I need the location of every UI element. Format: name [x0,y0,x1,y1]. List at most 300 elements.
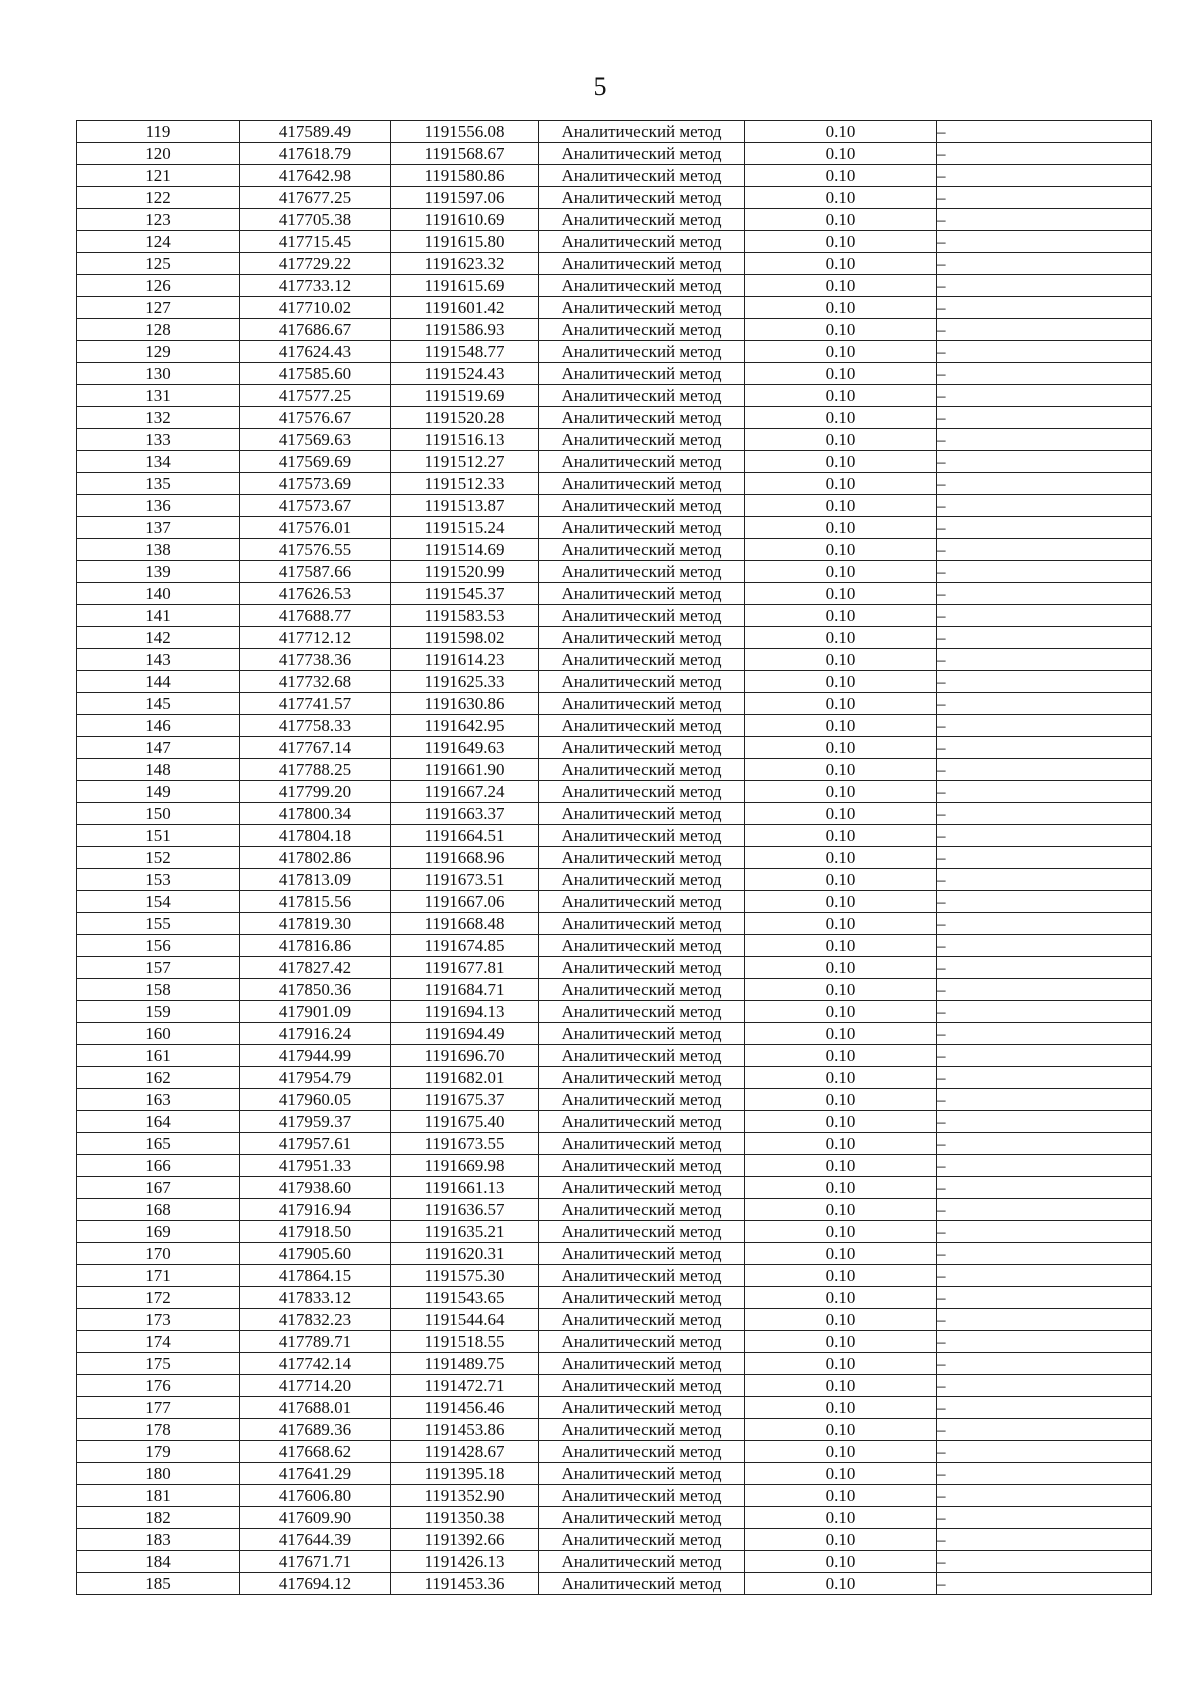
table-row [77,1199,1152,1221]
table-row [77,187,1152,209]
method-cell: Аналитический метод [539,759,745,781]
method-cell: Аналитический метод [539,1573,745,1595]
table-row [77,1551,1152,1573]
table-row [77,1067,1152,1089]
x-coordinate-cell: 417671.71 [240,1551,391,1573]
x-coordinate-cell: 417864.15 [240,1265,391,1287]
accuracy-cell: 0.10 [745,869,937,891]
y-coordinate-cell: 1191667.06 [391,891,539,913]
table-row [77,1309,1152,1331]
point-number-cell: 126 [77,275,240,297]
accuracy-cell: 0.10 [745,1089,937,1111]
table-row [77,539,1152,561]
note-cell: – [937,473,1152,495]
note-cell: – [937,671,1152,693]
note-cell: – [937,1331,1152,1353]
method-cell: Аналитический метод [539,495,745,517]
point-number-cell: 140 [77,583,240,605]
note-cell: – [937,1419,1152,1441]
point-number-cell: 147 [77,737,240,759]
accuracy-cell: 0.10 [745,1111,937,1133]
x-coordinate-cell: 417918.50 [240,1221,391,1243]
note-cell: – [937,605,1152,627]
table-row [77,451,1152,473]
y-coordinate-cell: 1191682.01 [391,1067,539,1089]
x-coordinate-cell: 417767.14 [240,737,391,759]
accuracy-cell: 0.10 [745,1353,937,1375]
y-coordinate-cell: 1191520.99 [391,561,539,583]
table-row [77,1375,1152,1397]
y-coordinate-cell: 1191556.08 [391,121,539,143]
accuracy-cell: 0.10 [745,957,937,979]
point-number-cell: 127 [77,297,240,319]
y-coordinate-cell: 1191661.90 [391,759,539,781]
point-number-cell: 119 [77,121,240,143]
accuracy-cell: 0.10 [745,297,937,319]
table-row [77,1331,1152,1353]
accuracy-cell: 0.10 [745,143,937,165]
point-number-cell: 135 [77,473,240,495]
x-coordinate-cell: 417901.09 [240,1001,391,1023]
y-coordinate-cell: 1191512.27 [391,451,539,473]
method-cell: Аналитический метод [539,1155,745,1177]
y-coordinate-cell: 1191514.69 [391,539,539,561]
point-number-cell: 176 [77,1375,240,1397]
method-cell: Аналитический метод [539,473,745,495]
table-row [77,869,1152,891]
y-coordinate-cell: 1191545.37 [391,583,539,605]
method-cell: Аналитический метод [539,1309,745,1331]
y-coordinate-cell: 1191515.24 [391,517,539,539]
y-coordinate-cell: 1191620.31 [391,1243,539,1265]
method-cell: Аналитический метод [539,1045,745,1067]
y-coordinate-cell: 1191453.86 [391,1419,539,1441]
method-cell: Аналитический метод [539,121,745,143]
y-coordinate-cell: 1191472.71 [391,1375,539,1397]
x-coordinate-cell: 417799.20 [240,781,391,803]
point-number-cell: 182 [77,1507,240,1529]
point-number-cell: 157 [77,957,240,979]
accuracy-cell: 0.10 [745,1023,937,1045]
accuracy-cell: 0.10 [745,231,937,253]
point-number-cell: 156 [77,935,240,957]
y-coordinate-cell: 1191615.69 [391,275,539,297]
note-cell: – [937,1089,1152,1111]
point-number-cell: 151 [77,825,240,847]
x-coordinate-cell: 417905.60 [240,1243,391,1265]
method-cell: Аналитический метод [539,187,745,209]
x-coordinate-cell: 417850.36 [240,979,391,1001]
method-cell: Аналитический метод [539,1529,745,1551]
x-coordinate-cell: 417576.67 [240,407,391,429]
accuracy-cell: 0.10 [745,847,937,869]
method-cell: Аналитический метод [539,1397,745,1419]
x-coordinate-cell: 417832.23 [240,1309,391,1331]
point-number-cell: 166 [77,1155,240,1177]
y-coordinate-cell: 1191586.93 [391,319,539,341]
note-cell: – [937,253,1152,275]
y-coordinate-cell: 1191668.96 [391,847,539,869]
note-cell: – [937,803,1152,825]
point-number-cell: 169 [77,1221,240,1243]
accuracy-cell: 0.10 [745,429,937,451]
x-coordinate-cell: 417959.37 [240,1111,391,1133]
y-coordinate-cell: 1191601.42 [391,297,539,319]
accuracy-cell: 0.10 [745,1375,937,1397]
accuracy-cell: 0.10 [745,165,937,187]
accuracy-cell: 0.10 [745,495,937,517]
table-row [77,495,1152,517]
x-coordinate-cell: 417827.42 [240,957,391,979]
accuracy-cell: 0.10 [745,1507,937,1529]
note-cell: – [937,1001,1152,1023]
point-number-cell: 120 [77,143,240,165]
method-cell: Аналитический метод [539,539,745,561]
method-cell: Аналитический метод [539,913,745,935]
x-coordinate-cell: 417957.61 [240,1133,391,1155]
note-cell: – [937,847,1152,869]
table-row [77,627,1152,649]
x-coordinate-cell: 417815.56 [240,891,391,913]
method-cell: Аналитический метод [539,319,745,341]
method-cell: Аналитический метод [539,979,745,1001]
table-row [77,1353,1152,1375]
x-coordinate-cell: 417688.77 [240,605,391,627]
accuracy-cell: 0.10 [745,1133,937,1155]
method-cell: Аналитический метод [539,231,745,253]
x-coordinate-cell: 417738.36 [240,649,391,671]
method-cell: Аналитический метод [539,1463,745,1485]
x-coordinate-cell: 417816.86 [240,935,391,957]
x-coordinate-cell: 417800.34 [240,803,391,825]
note-cell: – [937,1507,1152,1529]
point-number-cell: 131 [77,385,240,407]
x-coordinate-cell: 417819.30 [240,913,391,935]
method-cell: Аналитический метод [539,715,745,737]
note-cell: – [937,979,1152,1001]
note-cell: – [937,583,1152,605]
table-row [77,1001,1152,1023]
table-row [77,913,1152,935]
method-cell: Аналитический метод [539,627,745,649]
table-row [77,407,1152,429]
note-cell: – [937,1243,1152,1265]
accuracy-cell: 0.10 [745,803,937,825]
table-row [77,1419,1152,1441]
x-coordinate-cell: 417789.71 [240,1331,391,1353]
note-cell: – [937,1045,1152,1067]
point-number-cell: 165 [77,1133,240,1155]
point-number-cell: 121 [77,165,240,187]
y-coordinate-cell: 1191669.98 [391,1155,539,1177]
note-cell: – [937,495,1152,517]
coordinates-table [76,120,1152,1595]
table-row [77,1177,1152,1199]
y-coordinate-cell: 1191694.13 [391,1001,539,1023]
x-coordinate-cell: 417585.60 [240,363,391,385]
point-number-cell: 168 [77,1199,240,1221]
accuracy-cell: 0.10 [745,671,937,693]
point-number-cell: 148 [77,759,240,781]
point-number-cell: 145 [77,693,240,715]
point-number-cell: 134 [77,451,240,473]
note-cell: – [937,517,1152,539]
y-coordinate-cell: 1191456.46 [391,1397,539,1419]
method-cell: Аналитический метод [539,781,745,803]
method-cell: Аналитический метод [539,451,745,473]
note-cell: – [937,1199,1152,1221]
method-cell: Аналитический метод [539,847,745,869]
method-cell: Аналитический метод [539,1023,745,1045]
x-coordinate-cell: 417677.25 [240,187,391,209]
accuracy-cell: 0.10 [745,1199,937,1221]
y-coordinate-cell: 1191677.81 [391,957,539,979]
note-cell: – [937,1573,1152,1595]
accuracy-cell: 0.10 [745,1067,937,1089]
point-number-cell: 154 [77,891,240,913]
accuracy-cell: 0.10 [745,451,937,473]
y-coordinate-cell: 1191568.67 [391,143,539,165]
method-cell: Аналитический метод [539,1375,745,1397]
accuracy-cell: 0.10 [745,1287,937,1309]
accuracy-cell: 0.10 [745,715,937,737]
note-cell: – [937,715,1152,737]
accuracy-cell: 0.10 [745,759,937,781]
coordinates-table-body [77,121,1152,1595]
point-number-cell: 178 [77,1419,240,1441]
y-coordinate-cell: 1191395.18 [391,1463,539,1485]
point-number-cell: 162 [77,1067,240,1089]
method-cell: Аналитический метод [539,693,745,715]
point-number-cell: 128 [77,319,240,341]
table-row [77,1155,1152,1177]
accuracy-cell: 0.10 [745,1001,937,1023]
method-cell: Аналитический метод [539,1067,745,1089]
x-coordinate-cell: 417694.12 [240,1573,391,1595]
y-coordinate-cell: 1191352.90 [391,1485,539,1507]
y-coordinate-cell: 1191512.33 [391,473,539,495]
table-row [77,1287,1152,1309]
note-cell: – [937,341,1152,363]
x-coordinate-cell: 417573.69 [240,473,391,495]
method-cell: Аналитический метод [539,671,745,693]
method-cell: Аналитический метод [539,583,745,605]
method-cell: Аналитический метод [539,341,745,363]
y-coordinate-cell: 1191636.57 [391,1199,539,1221]
y-coordinate-cell: 1191675.37 [391,1089,539,1111]
x-coordinate-cell: 417758.33 [240,715,391,737]
method-cell: Аналитический метод [539,253,745,275]
accuracy-cell: 0.10 [745,121,937,143]
x-coordinate-cell: 417788.25 [240,759,391,781]
y-coordinate-cell: 1191696.70 [391,1045,539,1067]
y-coordinate-cell: 1191519.69 [391,385,539,407]
y-coordinate-cell: 1191583.53 [391,605,539,627]
note-cell: – [937,693,1152,715]
x-coordinate-cell: 417916.24 [240,1023,391,1045]
note-cell: – [937,1023,1152,1045]
point-number-cell: 133 [77,429,240,451]
accuracy-cell: 0.10 [745,891,937,913]
y-coordinate-cell: 1191518.55 [391,1331,539,1353]
note-cell: – [937,869,1152,891]
y-coordinate-cell: 1191661.13 [391,1177,539,1199]
y-coordinate-cell: 1191513.87 [391,495,539,517]
note-cell: – [937,649,1152,671]
y-coordinate-cell: 1191625.33 [391,671,539,693]
x-coordinate-cell: 417732.68 [240,671,391,693]
note-cell: – [937,781,1152,803]
method-cell: Аналитический метод [539,385,745,407]
accuracy-cell: 0.10 [745,275,937,297]
y-coordinate-cell: 1191548.77 [391,341,539,363]
accuracy-cell: 0.10 [745,1243,937,1265]
table-row [77,341,1152,363]
point-number-cell: 153 [77,869,240,891]
point-number-cell: 152 [77,847,240,869]
accuracy-cell: 0.10 [745,605,937,627]
table-row [77,319,1152,341]
accuracy-cell: 0.10 [745,1441,937,1463]
accuracy-cell: 0.10 [745,1155,937,1177]
method-cell: Аналитический метод [539,649,745,671]
x-coordinate-cell: 417668.62 [240,1441,391,1463]
method-cell: Аналитический метод [539,209,745,231]
point-number-cell: 161 [77,1045,240,1067]
point-number-cell: 164 [77,1111,240,1133]
y-coordinate-cell: 1191649.63 [391,737,539,759]
point-number-cell: 155 [77,913,240,935]
x-coordinate-cell: 417833.12 [240,1287,391,1309]
table-row [77,363,1152,385]
note-cell: – [937,165,1152,187]
point-number-cell: 150 [77,803,240,825]
note-cell: – [937,1309,1152,1331]
note-cell: – [937,1397,1152,1419]
y-coordinate-cell: 1191580.86 [391,165,539,187]
table-row [77,715,1152,737]
point-number-cell: 180 [77,1463,240,1485]
table-row [77,737,1152,759]
accuracy-cell: 0.10 [745,1045,937,1067]
method-cell: Аналитический метод [539,1507,745,1529]
method-cell: Аналитический метод [539,275,745,297]
point-number-cell: 177 [77,1397,240,1419]
accuracy-cell: 0.10 [745,517,937,539]
table-row [77,891,1152,913]
x-coordinate-cell: 417729.22 [240,253,391,275]
y-coordinate-cell: 1191668.48 [391,913,539,935]
x-coordinate-cell: 417802.86 [240,847,391,869]
note-cell: – [937,209,1152,231]
note-cell: – [937,1221,1152,1243]
point-number-cell: 174 [77,1331,240,1353]
table-row [77,583,1152,605]
method-cell: Аналитический метод [539,1133,745,1155]
table-row [77,1045,1152,1067]
accuracy-cell: 0.10 [745,649,937,671]
accuracy-cell: 0.10 [745,1177,937,1199]
accuracy-cell: 0.10 [745,935,937,957]
x-coordinate-cell: 417576.55 [240,539,391,561]
x-coordinate-cell: 417587.66 [240,561,391,583]
x-coordinate-cell: 417733.12 [240,275,391,297]
y-coordinate-cell: 1191630.86 [391,693,539,715]
x-coordinate-cell: 417576.01 [240,517,391,539]
point-number-cell: 159 [77,1001,240,1023]
table-row [77,1507,1152,1529]
note-cell: – [937,1353,1152,1375]
x-coordinate-cell: 417644.39 [240,1529,391,1551]
x-coordinate-cell: 417573.67 [240,495,391,517]
method-cell: Аналитический метод [539,407,745,429]
table-row [77,605,1152,627]
point-number-cell: 132 [77,407,240,429]
method-cell: Аналитический метод [539,1331,745,1353]
table-row [77,121,1152,143]
note-cell: – [937,187,1152,209]
accuracy-cell: 0.10 [745,1221,937,1243]
table-row [77,803,1152,825]
accuracy-cell: 0.10 [745,737,937,759]
y-coordinate-cell: 1191598.02 [391,627,539,649]
y-coordinate-cell: 1191392.66 [391,1529,539,1551]
method-cell: Аналитический метод [539,143,745,165]
table-row [77,517,1152,539]
method-cell: Аналитический метод [539,1485,745,1507]
point-number-cell: 179 [77,1441,240,1463]
y-coordinate-cell: 1191664.51 [391,825,539,847]
table-row [77,1221,1152,1243]
x-coordinate-cell: 417689.36 [240,1419,391,1441]
y-coordinate-cell: 1191667.24 [391,781,539,803]
y-coordinate-cell: 1191684.71 [391,979,539,1001]
point-number-cell: 171 [77,1265,240,1287]
accuracy-cell: 0.10 [745,253,937,275]
point-number-cell: 141 [77,605,240,627]
table-row [77,1573,1152,1595]
note-cell: – [937,1177,1152,1199]
point-number-cell: 173 [77,1309,240,1331]
y-coordinate-cell: 1191673.51 [391,869,539,891]
table-row [77,297,1152,319]
x-coordinate-cell: 417710.02 [240,297,391,319]
method-cell: Аналитический метод [539,1265,745,1287]
note-cell: – [937,1287,1152,1309]
point-number-cell: 149 [77,781,240,803]
method-cell: Аналитический метод [539,1089,745,1111]
x-coordinate-cell: 417938.60 [240,1177,391,1199]
point-number-cell: 170 [77,1243,240,1265]
note-cell: – [937,429,1152,451]
y-coordinate-cell: 1191642.95 [391,715,539,737]
note-cell: – [937,561,1152,583]
y-coordinate-cell: 1191597.06 [391,187,539,209]
method-cell: Аналитический метод [539,561,745,583]
note-cell: – [937,627,1152,649]
x-coordinate-cell: 417624.43 [240,341,391,363]
x-coordinate-cell: 417954.79 [240,1067,391,1089]
table-row [77,473,1152,495]
y-coordinate-cell: 1191623.32 [391,253,539,275]
accuracy-cell: 0.10 [745,1265,937,1287]
point-number-cell: 175 [77,1353,240,1375]
accuracy-cell: 0.10 [745,187,937,209]
accuracy-cell: 0.10 [745,913,937,935]
note-cell: – [937,121,1152,143]
note-cell: – [937,957,1152,979]
accuracy-cell: 0.10 [745,473,937,495]
